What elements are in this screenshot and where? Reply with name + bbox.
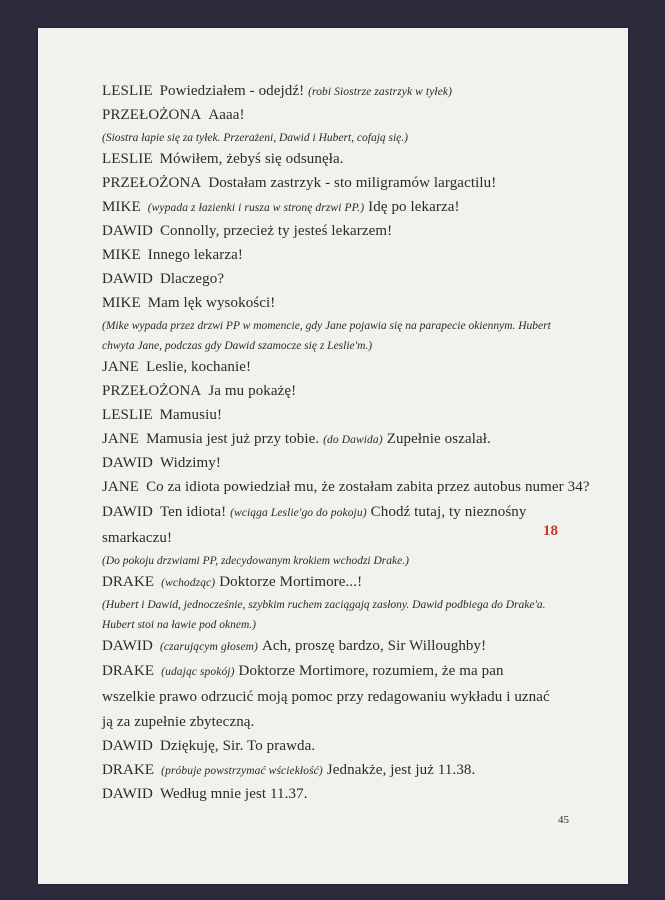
dialogue-line	[102, 268, 602, 292]
dialogue-line	[102, 380, 602, 404]
dialogue-text-continued: Idę po lekarza!	[368, 199, 460, 215]
speaker-name: MIKE	[102, 295, 141, 311]
dialogue-text: Mamusiu!	[159, 407, 223, 423]
dialogue-text-continued: Jednakże, jest już 11.38.	[326, 762, 476, 778]
speaker-name: MIKE	[102, 199, 141, 215]
dialogue-line	[102, 220, 602, 244]
speaker-name: DAWID	[102, 223, 153, 239]
speaker-name: JANE	[102, 359, 140, 375]
dialogue-line	[102, 80, 602, 104]
speaker-name: DRAKE	[102, 574, 155, 590]
speaker-name: JANE	[102, 479, 140, 495]
dialogue-line	[102, 735, 602, 759]
dialogue-text: Connolly, przecież ty jesteś lekarzem!	[159, 223, 393, 239]
scene-marker: 18	[543, 523, 558, 539]
dialogue-line	[102, 428, 602, 452]
dialogue-line	[102, 172, 602, 196]
stage-direction: (Mike wypada przez drzwi PP w momencie, gdy Jane pojawia się na parapecie okiennym. Hubert chwyta Jane, podczas gdy Dawid szamocze się z Leslie'm.)	[102, 320, 551, 352]
inline-direction: (do Dawida)	[323, 434, 383, 446]
dialogue-line	[102, 292, 602, 316]
dialogue-text: Dziękuję, Sir. To prawda.	[159, 738, 316, 754]
dialogue-text: Ten idiota!	[159, 504, 227, 520]
dialogue-text: Ja mu pokażę!	[208, 383, 297, 399]
speaker-name: DAWID	[102, 504, 153, 520]
inline-direction: (czarującym głosem)	[159, 641, 258, 653]
dialogue-text-continued: Doktorze Mortimore, rozumiem, że ma pan wszelkie prawo odrzucić moją pomoc przy redagowaniu wykładu i uznać ją za zupełnie zbyteczną.	[102, 663, 550, 730]
dialogue-line	[102, 196, 602, 220]
dialogue-line	[102, 404, 602, 428]
dialogue-text: Leslie, kochanie!	[146, 359, 252, 375]
speaker-name: DAWID	[102, 786, 153, 802]
dialogue-line	[102, 476, 602, 500]
dialogue-text-continued: Ach, proszę bardzo, Sir Willoughby!	[261, 638, 487, 654]
dialogue-text: Mamusia jest już przy tobie.	[146, 431, 320, 447]
speaker-name: DAWID	[102, 271, 153, 287]
inline-direction: (wciąga Leslie'go do pokoju)	[230, 507, 367, 519]
dialogue-text-continued: Chodź tutaj, ty nieznośny smarkaczu!	[102, 504, 527, 546]
inline-direction: (wypada z łazienki i rusza w stronę drzwi PP.)	[147, 202, 365, 214]
inline-direction: (robi Siostrze zastrzyk w tyłek)	[308, 86, 453, 98]
speaker-name: DAWID	[102, 455, 153, 471]
dialogue-text-continued: Zupełnie oszalał.	[386, 431, 491, 447]
dialogue-line	[102, 356, 602, 380]
speaker-name: PRZEŁOŻONA	[102, 107, 202, 123]
dialogue-line	[102, 500, 557, 551]
dialogue-text: Co za idiota powiedział mu, że zostałam zabita przez autobus numer 34?	[146, 479, 590, 495]
speaker-name: DRAKE	[102, 663, 155, 679]
speaker-name: DAWID	[102, 638, 153, 654]
stage-direction: (Siostra łapie się za tyłek. Przerażeni, Dawid i Hubert, cofają się.)	[102, 132, 408, 144]
speaker-name: DRAKE	[102, 762, 155, 778]
dialogue-text: Według mnie jest 11.37.	[159, 786, 308, 802]
dialogue-text: Dlaczego?	[159, 271, 225, 287]
speaker-name: PRZEŁOŻONA	[102, 383, 202, 399]
speaker-name: LESLIE	[102, 407, 153, 423]
dialogue-text: Mówiłem, żebyś się odsunęła.	[159, 151, 344, 167]
stage-direction: (Do pokoju drzwiami PP, zdecydowanym krokiem wchodzi Drake.)	[102, 555, 409, 567]
inline-direction: (wchodząc)	[161, 577, 216, 589]
speaker-name: PRZEŁOŻONA	[102, 175, 202, 191]
dialogue-line	[102, 104, 602, 128]
speaker-name: LESLIE	[102, 83, 153, 99]
dialogue-text: Mam lęk wysokości!	[147, 295, 276, 311]
dialogue-line	[102, 148, 602, 172]
dialogue-line	[102, 571, 602, 595]
dialogue-text: Aaaa!	[208, 107, 245, 123]
dialogue-line	[102, 635, 602, 659]
dialogue-text: Innego lekarza!	[147, 247, 243, 263]
speaker-name: MIKE	[102, 247, 141, 263]
dialogue-text: Widzimy!	[159, 455, 221, 471]
page-number: 45	[558, 814, 569, 826]
dialogue-line	[102, 659, 557, 735]
dialogue-line	[102, 244, 602, 268]
inline-direction: (próbuje powstrzymać wściekłość)	[161, 765, 323, 777]
stage-direction: (Hubert i Dawid, jednocześnie, szybkim ruchem zaciągają zasłony. Dawid podbiega do Drake'a. Hubert stoi na ławie pod oknem.)	[102, 599, 546, 631]
speaker-name: JANE	[102, 431, 140, 447]
script-text	[102, 80, 602, 807]
dialogue-line	[102, 759, 602, 783]
speaker-name: DAWID	[102, 738, 153, 754]
dialogue-text: Dostałam zastrzyk - sto miligramów largactilu!	[208, 175, 497, 191]
dialogue-text: Powiedziałem - odejdź!	[159, 83, 305, 99]
dialogue-line	[102, 783, 602, 807]
script-page	[38, 28, 628, 884]
dialogue-line	[102, 452, 602, 476]
speaker-name: LESLIE	[102, 151, 153, 167]
dialogue-text-continued: Doktorze Mortimore...!	[219, 574, 363, 590]
inline-direction: (udając spokój)	[161, 666, 235, 678]
